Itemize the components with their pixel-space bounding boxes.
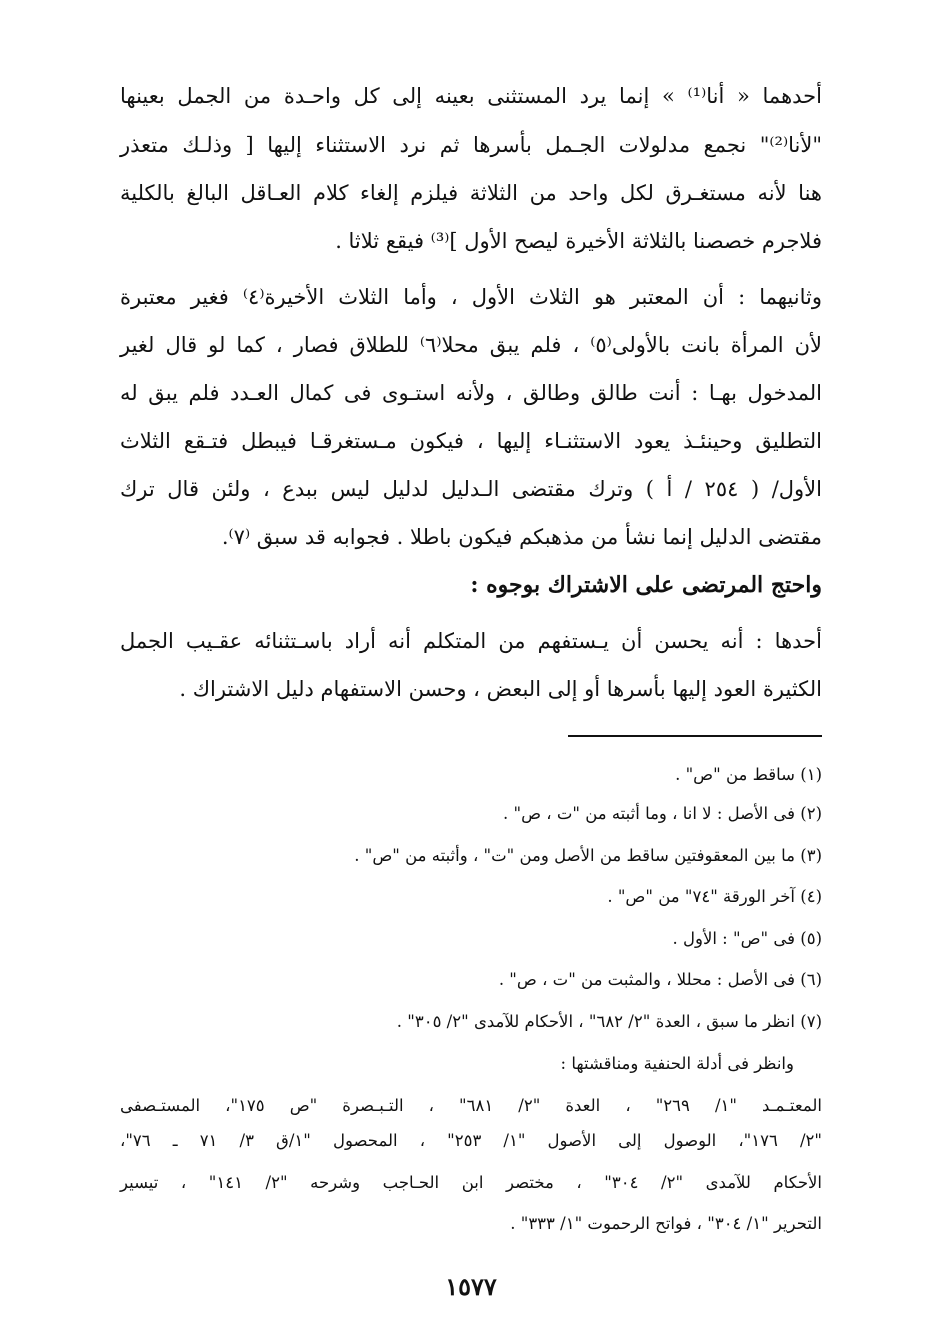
footnote-7-line: الأحكام للآمدى "٢/ ٣٠٤" ، مختصر ابن الحـاجب وشرحه "٢/ ١٤١" ، تيسير (120, 1173, 823, 1192)
text-line: "لأنا⁽²⁾" نجمع مدلولات الجـمل بأسرها ثم نرد الاستثناء إليها [ وذلـك متعذر (120, 133, 822, 157)
text-line: هنا لأنه مستغـرق لكل واحد من الثلاثة فيلزم إلغاء كلام العـاقل البالغ بالكلية (120, 181, 822, 205)
footnote-7-line: "٢/ ١٧٦"، الوصول إلى الأصول "١/ ٢٥٣" ، المحصول "١/ق ٣/ ٧١ ـ ٧٦"، (120, 1131, 822, 1150)
text-line: أحدها : أنه يحسن أن يـستفهم من المتكلم أنه أراد باسـتثنائه عقـيب الجمل (120, 629, 822, 653)
text-line: المدخول بهـا : أنت طالق وطالق ، ولأنه استـوى فى كمال العـدد فلم يبق له (120, 381, 822, 405)
footnote-5: (٥) فى "ص" : الأول . (672, 929, 822, 948)
text-line: الأول/ ( ٢٥٤ / أ ) وترك مقتضى الـدليل لدليل ليس ببدع ، ولئن قال ترك (120, 477, 822, 501)
page-number: ١٥٧٧ (445, 1272, 497, 1301)
text-line: وثانيهما : أن المعتبر هو الثلاث الأول ، وأما الثلاث الأخيرة⁽٤⁾ فغير معتبرة (120, 285, 822, 309)
text-line: فلاجرم خصصنا بالثلاثة الأخيرة ليصح الأول ]⁽³⁾ فيقع ثلاثا . (335, 229, 822, 253)
text-line: التطليق وحينئـذ يعود الاستثنـاء إليها ، فيكون مـستغرقـا فيبطل فتـقع الثلاث (120, 429, 822, 453)
text-line: أحدهما « أنا⁽¹⁾ » إنما يرد المستثنى بعينه إلى كل واحـدة من الجمل بعينها (120, 84, 822, 108)
text-line: مقتضى الدليل إنما نشأ من مذهبكم فيكون باطلا . فجوابه قد سبق ⁽٧⁾. (221, 525, 822, 549)
footnote-7-line: المعتـمـد "١/ ٢٦٩" ، العدة "٢/ ٦٨١" ، التـبـصرة "ص ١٧٥"، المستـصفى (120, 1096, 822, 1115)
footnote-6: (٦) فى الأصل : محللا ، والمثبت من "ت ، ص" . (498, 970, 822, 989)
footnote-7-intro: وانظر فى أدلة الحنفية ومناقشتها : (560, 1054, 794, 1073)
footnote-4: (٤) آخر الورقة "٧٤" من "ص" . (607, 887, 822, 906)
text-line: لأن المرأة بانت بالأولى⁽٥⁾ ، فلم يبق محلا⁽٦⁾ للطلاق فصار ، كما لو قال لغير (120, 333, 822, 357)
footnote-3: (٣) ما بين المعقوفتين ساقط من الأصل ومن "ت" ، وأثبته من "ص" . (354, 846, 822, 865)
footnote-7-line: التحرير "١/ ٣٠٤" ، فواتح الرحموت "١/ ٣٣٣" . (510, 1214, 822, 1233)
footnote-2: (٢) فى الأصل : لا انا ، وما أثبته من "ت ، ص" . (502, 804, 822, 823)
footnote-7: (٧) انظر ما سبق ، العدة "٢/ ٦٨٢" ، الأحكام للآمدى "٢/ ٣٠٥" . (396, 1012, 822, 1031)
footnote-separator (568, 735, 822, 737)
section-heading: واحتج المرتضى على الاشتراك بوجوه : (470, 572, 822, 598)
footnote-1: (١) ساقط من "ص" . (675, 765, 822, 784)
text-line: الكثيرة العود إليها بأسرها أو إلى البعض ، وحسن الاستفهام دليل الاشتراك . (179, 677, 822, 701)
